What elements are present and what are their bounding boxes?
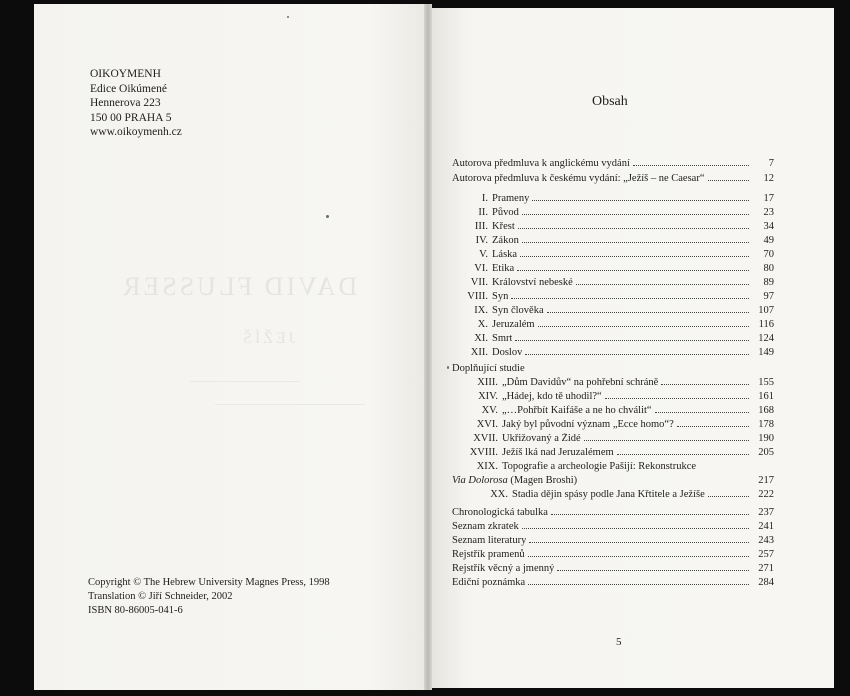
- italic-place-name: Via Dolorosa: [452, 475, 508, 486]
- toc-entry-title-continued: [452, 475, 577, 486]
- toc-entry-page: 97: [763, 291, 774, 302]
- copyright-original: Copyright © The Hebrew University Magnes Press, 1998: [88, 577, 330, 588]
- toc-entry-title: Chronologická tabulka: [452, 507, 548, 518]
- copyright-block: [88, 576, 330, 618]
- show-through-line: [190, 381, 300, 382]
- chapter-number: XVIII.: [469, 447, 498, 458]
- toc-entry-page: 257: [758, 549, 774, 560]
- toc-entry: [452, 431, 774, 444]
- toc-entry-page: 23: [763, 207, 774, 218]
- leader-dots: [518, 227, 749, 229]
- publisher-block: [90, 67, 182, 140]
- toc-entry-title: Zákon: [492, 235, 519, 246]
- leader-dots: [557, 569, 749, 571]
- toc-entry-title: „Dům Davidův“ na pohřební schráně: [502, 377, 659, 388]
- toc-entry-author: (Magen Broshi): [507, 475, 578, 486]
- chapter-number: XIV.: [478, 391, 498, 402]
- book-gutter: [424, 4, 432, 690]
- toc-entry: [452, 289, 774, 302]
- leader-dots: [515, 339, 749, 341]
- toc-entry: [452, 575, 774, 588]
- toc-entry: [452, 375, 774, 388]
- chapter-number: XX.: [490, 489, 508, 500]
- toc-entry-title: Seznam zkratek: [452, 521, 519, 532]
- leader-dots: [522, 527, 749, 529]
- toc-entry-page: 49: [763, 235, 774, 246]
- chapter-number: VII.: [470, 277, 488, 288]
- toc-entry-title: Ediční poznámka: [452, 577, 526, 588]
- toc-entry-title: Ukřižovaný a Židé: [502, 433, 581, 444]
- chapter-number: XVI.: [476, 419, 498, 430]
- toc-entry: [452, 156, 774, 169]
- toc-entry: [452, 445, 774, 458]
- leader-dots: [547, 311, 749, 313]
- toc-entry-page: 205: [758, 447, 774, 458]
- toc-entry-page: 116: [758, 319, 774, 330]
- chapter-number: III.: [474, 221, 488, 232]
- section-title: Doplňující studie: [452, 363, 525, 374]
- toc-entry-title: Syn člověka: [492, 305, 544, 316]
- toc-entry-title: Etika: [492, 263, 515, 274]
- leader-dots: [605, 397, 749, 399]
- leader-dots: [522, 241, 749, 243]
- toc-entry-page: 243: [758, 535, 774, 546]
- leader-dots: [661, 383, 749, 385]
- toc-entry-title: Smrt: [492, 333, 513, 344]
- toc-entry-title: Stadia dějin spásy podle Jana Křtitele a Ježíše: [512, 489, 705, 500]
- publisher-city: 150 00 PRAHA 5: [90, 111, 172, 124]
- toc-entry-title: Království nebeské: [492, 277, 573, 288]
- publisher-web: www.oikoymenh.cz: [90, 126, 182, 138]
- toc-entry: [452, 247, 774, 260]
- chapter-number: XIII.: [477, 377, 498, 388]
- toc-entry: [452, 331, 774, 344]
- toc-entry-page: 217: [758, 475, 774, 486]
- toc-entry-page: 80: [763, 263, 774, 274]
- chapter-number: V.: [479, 249, 488, 260]
- leader-dots: [655, 411, 749, 413]
- toc-entry: [452, 345, 774, 358]
- chapter-number: IX.: [474, 305, 488, 316]
- toc-entry: [452, 417, 774, 430]
- leader-dots: [522, 213, 749, 215]
- toc-entry: [452, 261, 774, 274]
- toc-entry-page: 155: [758, 377, 774, 388]
- leader-dots: [576, 283, 749, 285]
- chapter-number: II.: [478, 207, 488, 218]
- toc-entry-page: 161: [758, 391, 774, 402]
- leader-dots: [529, 541, 749, 543]
- toc-entry-page: 107: [758, 305, 774, 316]
- leader-dots: [551, 513, 749, 515]
- toc-entry-title: „Hádej, kdo tě uhodil?“: [502, 391, 602, 402]
- show-through-text: DAVID FLUSSER: [120, 272, 358, 301]
- isbn: ISBN 80-86005-041-6: [88, 605, 183, 616]
- toc-entry: [452, 205, 774, 218]
- toc-entry: [452, 505, 774, 518]
- toc-entry: [452, 533, 774, 546]
- toc-entry: [452, 403, 774, 416]
- toc-entry-page: 178: [758, 419, 774, 430]
- toc-entry: [452, 303, 774, 316]
- toc-entry-page: 89: [763, 277, 774, 288]
- chapter-number: IV.: [475, 235, 488, 246]
- leader-dots: [517, 269, 749, 271]
- leader-dots: [708, 495, 749, 497]
- toc-entry-page: 168: [758, 405, 774, 416]
- leader-dots: [580, 482, 749, 483]
- publisher-name: OIKOYMENH: [90, 68, 161, 80]
- speck: [326, 215, 329, 218]
- toc-entry: [452, 219, 774, 232]
- leader-dots: [584, 439, 749, 441]
- chapter-number: XIX.: [476, 461, 498, 472]
- toc-entry-page: 34: [763, 221, 774, 232]
- show-through-line: [215, 404, 365, 405]
- publisher-series: Edice Oikúmené: [90, 82, 167, 95]
- leader-dots: [528, 583, 749, 585]
- toc-entry: [452, 317, 774, 330]
- show-through-text: JEŽÍŠ: [240, 330, 295, 347]
- toc-entry: [452, 487, 774, 500]
- leader-dots: [525, 353, 749, 355]
- toc-entry-page: 7: [768, 158, 774, 169]
- toc-entry-title: Autorova předmluva k anglickému vydání: [452, 158, 630, 169]
- toc-entry-page: 271: [758, 563, 774, 574]
- toc-entry-title: Topografie a archeologie Pašijí: Rekonstrukce: [502, 461, 697, 472]
- leader-dots: [708, 179, 750, 181]
- toc-entry-page: 149: [758, 347, 774, 358]
- toc-entry-page: 284: [758, 577, 774, 588]
- toc-entry-title: Jaký byl původní význam „Ecce homo“?: [502, 419, 674, 430]
- toc-entry: [452, 233, 774, 246]
- toc-entry: [452, 547, 774, 560]
- toc-entry: [452, 459, 774, 472]
- leader-dots: [532, 199, 749, 201]
- leader-dots: [677, 425, 749, 427]
- toc-entry-title: Jeruzalém: [492, 319, 535, 330]
- toc-entry-title: Rejstřík věcný a jmenný: [452, 563, 555, 574]
- leader-dots: [511, 297, 749, 299]
- leader-dots: [528, 555, 749, 557]
- toc-entry-page: 124: [758, 333, 774, 344]
- toc-entry-title: Prameny: [492, 193, 530, 204]
- toc-entry-title: Původ: [492, 207, 519, 218]
- toc-entry-title: Ježíš lká nad Jeruzalémem: [502, 447, 614, 458]
- toc-entry: [452, 389, 774, 402]
- toc-entry-page: 17: [763, 193, 774, 204]
- toc-entry-page: 241: [758, 521, 774, 532]
- chapter-number: X.: [477, 319, 488, 330]
- chapter-number: XV.: [481, 405, 498, 416]
- toc-entry: [452, 171, 774, 184]
- toc-entry-page: 237: [758, 507, 774, 518]
- toc-entry-title: „…Pohřbít Kaifáše a ne ho chválit“: [502, 405, 652, 416]
- leader-dots: [538, 325, 749, 327]
- toc-entry-title: Seznam literatury: [452, 535, 527, 546]
- toc-entry-title: Doslov: [492, 347, 523, 358]
- page-title: Obsah: [592, 94, 628, 109]
- leader-dots: [633, 164, 749, 166]
- toc-entry: [452, 191, 774, 204]
- chapter-number: XVII.: [473, 433, 498, 444]
- toc-entry-page: 12: [763, 173, 774, 184]
- chapter-number: VIII.: [467, 291, 488, 302]
- toc-entry: [452, 275, 774, 288]
- chapter-number: XII.: [470, 347, 488, 358]
- toc-entry-title: Rejstřík pramenů: [452, 549, 525, 560]
- chapter-number: VI.: [474, 263, 488, 274]
- toc-entry-page: 190: [758, 433, 774, 444]
- leader-dots: [617, 453, 749, 455]
- toc-entry-title: Křest: [492, 221, 515, 232]
- section-heading: [452, 361, 774, 374]
- leader-dots: [520, 255, 749, 257]
- chapter-number: I.: [481, 193, 488, 204]
- speck: [447, 366, 449, 369]
- toc-entry-title: Syn: [492, 291, 509, 302]
- toc-entry: [452, 519, 774, 532]
- copyright-translation: Translation © Jiří Schneider, 2002: [88, 591, 233, 602]
- toc-entry-page: 70: [763, 249, 774, 260]
- toc-entry-continuation: [452, 473, 774, 486]
- speck: [287, 16, 289, 18]
- toc-entry-title: Autorova předmluva k českému vydání: „Ježíš – ne Caesar“: [452, 173, 705, 184]
- publisher-street: Hennerova 223: [90, 97, 161, 109]
- toc-entry-page: 222: [758, 489, 774, 500]
- page-number: 5: [616, 636, 622, 648]
- chapter-number: XI.: [474, 333, 488, 344]
- toc-entry: [452, 561, 774, 574]
- toc-entry-title: Láska: [492, 249, 518, 260]
